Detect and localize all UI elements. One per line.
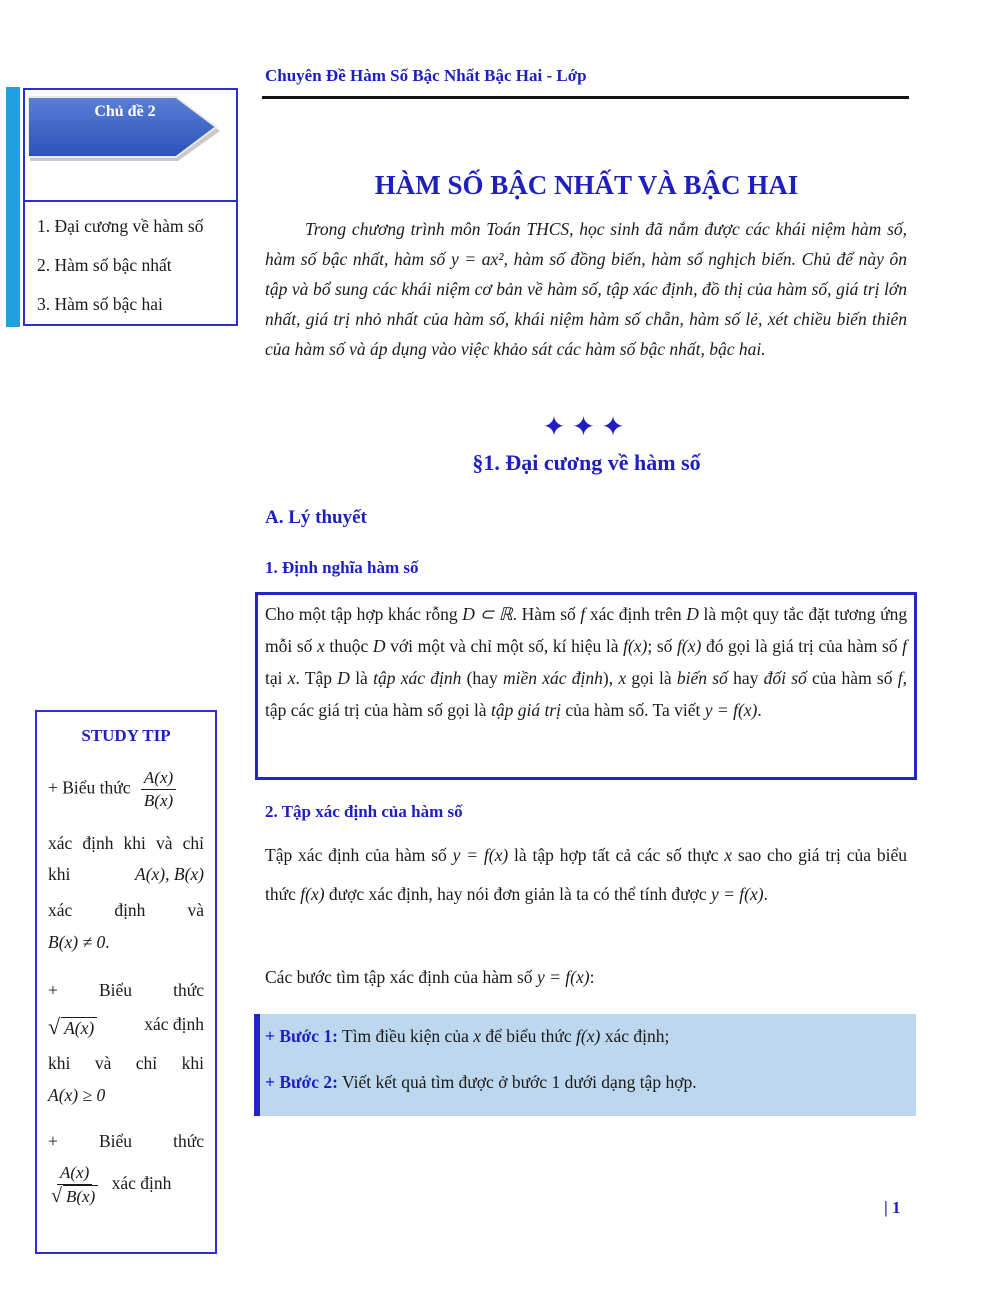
text: Tìm điều kiện của (342, 1026, 469, 1046)
text: Viết kết quả tìm được ở bước 1 dưới dạng tập hợp. (342, 1072, 697, 1092)
steps-box-edge (254, 1014, 260, 1116)
denominator: √ B(x) (48, 1185, 101, 1208)
tip-bullet-2 (48, 980, 204, 1001)
word: Biểu (98, 1131, 133, 1151)
section-title: §1. Đại cương về hàm số (472, 450, 701, 475)
domain-paragraph (265, 836, 907, 914)
text: là tập hợp tất cả các số thực (514, 845, 719, 865)
steps-intro (265, 967, 594, 988)
math: f(x) (576, 1026, 601, 1046)
intro-formula: y = ax² (450, 249, 504, 269)
math: f (580, 604, 586, 624)
tip-line (48, 864, 204, 885)
tip-line (48, 1014, 204, 1040)
tip-line (48, 1085, 204, 1106)
word: thức (173, 1131, 204, 1151)
step-label: + Bước 2: (265, 1072, 338, 1092)
topic-divider (23, 200, 238, 202)
word: và (94, 1053, 112, 1073)
text: + Biểu thức (48, 777, 131, 798)
text: xác định; (604, 1026, 670, 1046)
math: x (287, 668, 296, 688)
term: miền xác định (502, 668, 603, 688)
radicand: B(x) (63, 1185, 98, 1208)
text: hay (733, 668, 759, 688)
word: khi (48, 864, 71, 884)
math: f (897, 668, 903, 688)
tip-line (48, 833, 204, 854)
text: , tập các giá trị của hàm số gọi là (265, 668, 907, 720)
text: xác định (111, 1173, 172, 1194)
step-2 (265, 1072, 697, 1093)
text: . (763, 884, 768, 904)
subsection-heading: A. Lý thuyết (265, 507, 367, 528)
text: tại (265, 668, 283, 688)
math: f (902, 636, 908, 656)
word: Biểu (98, 980, 133, 1000)
tip-bullet-1 (48, 767, 204, 812)
intro-paragraph (265, 214, 907, 364)
text: xác định (144, 1014, 204, 1034)
header-title: Chuyên Đề Hàm Số Bậc Nhất Bậc Hai - Lớp (265, 66, 587, 85)
radicand: A(x) (61, 1017, 97, 1039)
math: A(x), B(x) (135, 864, 204, 884)
word: khi (48, 1053, 71, 1073)
math: x (473, 1026, 481, 1046)
math: x (618, 668, 627, 688)
topic-item: 1. Đại cương về hàm số (37, 216, 204, 236)
math: A(x) ≥ 0 (48, 1085, 106, 1105)
page-number: | 1 (884, 1198, 901, 1217)
word: khi (123, 833, 146, 853)
text: là (355, 668, 368, 688)
header-divider (262, 96, 909, 99)
word: định (114, 900, 146, 920)
term: tập giá trị (490, 700, 561, 720)
tip-line (48, 1053, 204, 1074)
math: y = f(x) (710, 884, 764, 904)
text: với một và chỉ một số, kí hiệu là (390, 636, 619, 656)
text: Các bước tìm tập xác định của hàm số (265, 967, 533, 987)
study-tip-title: STUDY TIP (81, 726, 171, 745)
word: + (48, 1131, 58, 1151)
tip-line (48, 1162, 204, 1208)
text: . Tập (295, 668, 333, 688)
text: Tập xác định của hàm số (265, 845, 447, 865)
tip-bullet-3 (48, 1131, 204, 1152)
math: y = f(x) (452, 845, 509, 865)
text: . Hàm số (512, 604, 576, 624)
step-1 (265, 1026, 669, 1047)
topic-item: 2. Hàm số bậc nhất (37, 255, 172, 275)
word: và (187, 900, 204, 920)
word: + (48, 980, 58, 1000)
denominator: B(x) (143, 791, 174, 810)
word: và (155, 833, 173, 853)
math: D ⊂ ℝ (462, 604, 513, 624)
text: . (757, 700, 762, 720)
math: D (337, 668, 350, 688)
text: để biểu thức (485, 1026, 572, 1046)
text: của hàm số. Ta viết (565, 700, 701, 720)
numerator: A(x) (57, 1162, 92, 1185)
fraction (141, 767, 176, 812)
sqrt-expression: √ A(x) (48, 1014, 97, 1040)
tip-line (48, 932, 204, 953)
text: được xác định, hay nói đơn giản là ta có thể tính được (328, 884, 707, 904)
step-label: + Bước 1: (265, 1026, 338, 1046)
math: D (372, 636, 386, 656)
topic-item: 3. Hàm số bậc hai (37, 294, 163, 314)
text: đó gọi là giá trị của hàm số (705, 636, 898, 656)
numerator: A(x) (141, 767, 176, 790)
intro-text: Trong chương trình môn Toán THCS, học sinh đã nắm được các khái niệm hàm số, hàm số bậc nhất, hàm số (265, 219, 907, 269)
math: f(x) (623, 636, 648, 656)
text: gọi là (631, 668, 672, 688)
term: đối số (763, 668, 807, 688)
decorative-stars: ✦✦✦ (542, 412, 631, 443)
text: xác định trên (589, 604, 682, 624)
math: f(x) (677, 636, 702, 656)
word: định (82, 833, 114, 853)
tip-line (48, 900, 204, 921)
term: biến số (676, 668, 728, 688)
math: B(x) ≠ 0 (48, 932, 106, 952)
text: sao cho giá trị của biểu thức (265, 845, 908, 904)
word: xác (48, 833, 73, 853)
text: là một quy tắc đặt tương ứng mỗi số (265, 604, 908, 656)
topic-label: Chủ đề 2 (94, 103, 156, 120)
subsection-heading: 1. Định nghĩa hàm số (265, 558, 419, 577)
text: ), (602, 668, 614, 688)
word: khi (181, 1053, 204, 1073)
word: chỉ (135, 1053, 158, 1073)
text: . (105, 932, 110, 952)
math: y = f(x) (536, 967, 590, 987)
subsection-heading: 2. Tập xác định của hàm số (265, 802, 463, 821)
math: f(x) (300, 884, 325, 904)
term: tập xác định (373, 668, 462, 688)
text: ; số (647, 636, 673, 656)
word: xác (48, 900, 73, 920)
text: Cho một tập hợp khác rỗng (265, 604, 458, 624)
text: : (589, 967, 595, 987)
text: (hay (466, 668, 498, 688)
math: x (724, 845, 733, 865)
topic-accent-bar (6, 87, 20, 327)
math: D (686, 604, 699, 624)
definition-text (265, 598, 907, 726)
text: thuộc (329, 636, 369, 656)
math: y = f(x) (704, 700, 758, 720)
intro-text: , hàm số đồng biến, hàm số nghịch biến. Chủ để này ôn tập và bổ sung các khái niệm cơ bản về hàm số, tập xác định, đồ thị của hàm số, giá trị lớn nhất, giá trị nhỏ nhất của hàm số, khái niệm hàm số chẵn, hàm số lẻ, xét chiều biến thiên của hàm số và áp dụng vào việc khảo sát các hàm số bậc nhất, bậc hai. (265, 249, 908, 359)
fraction (48, 1162, 101, 1208)
word: thức (173, 980, 204, 1000)
page-title: HÀM SỐ BẬC NHẤT VÀ BẬC HAI (374, 170, 799, 200)
text: của hàm số (812, 668, 893, 688)
word: chỉ (182, 833, 204, 853)
math: x (317, 636, 325, 656)
